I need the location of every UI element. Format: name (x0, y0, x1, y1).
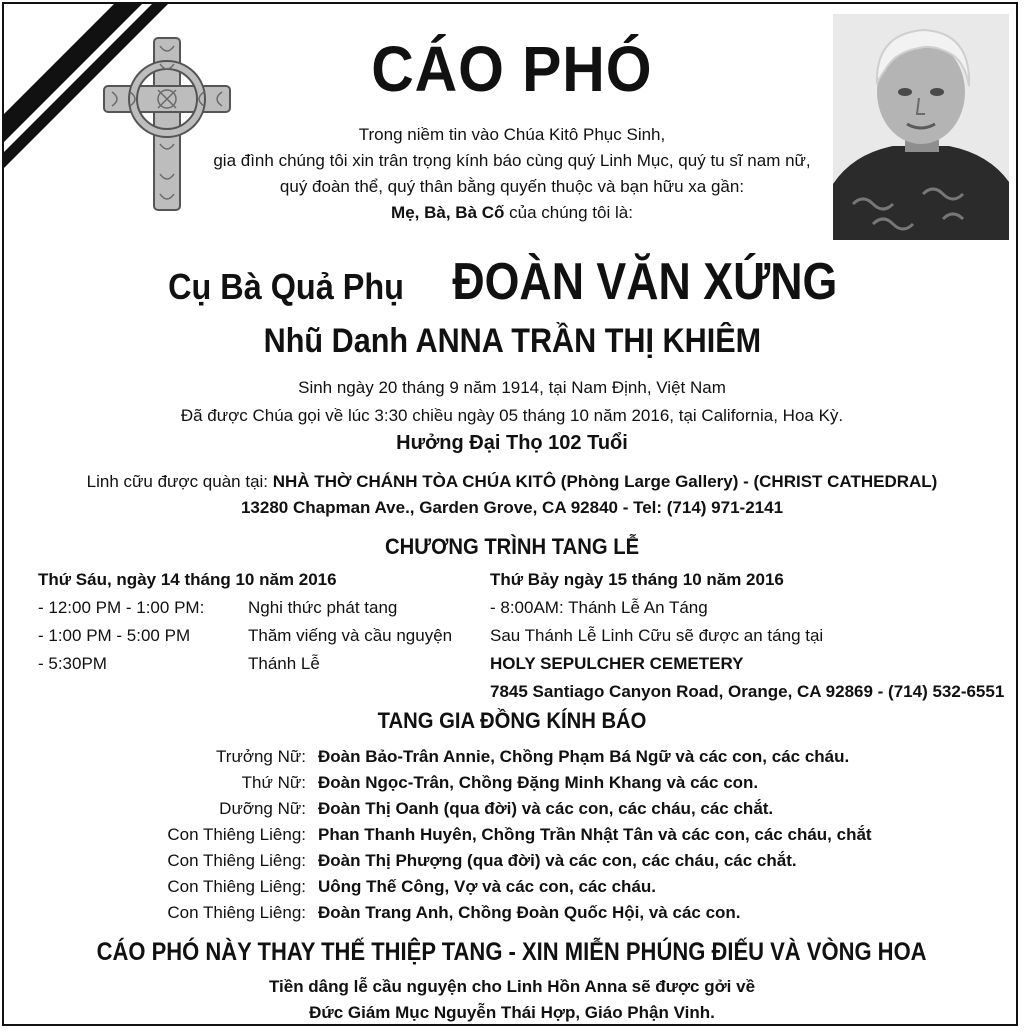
life-dates (4, 374, 1018, 430)
family-row: Trưởng Nữ: Đoàn Bảo-Trân Annie, Chồng Phạm Bá Ngữ và các con, các cháu. (216, 747, 850, 766)
maiden-name: Nhũ Danh ANNA TRẦN THỊ KHIÊM (263, 322, 761, 360)
viewing-info (4, 469, 1018, 521)
program-heading: CHƯƠNG TRÌNH TANG LỄ (384, 534, 640, 559)
viewing-address: 13280 Chapman Ave., Garden Grove, CA 92840 - Tel: (714) 971-2141 (240, 498, 784, 517)
obituary-notice (2, 2, 1018, 1026)
family-row: Con Thiêng Liêng: Phan Thanh Huyên, Chồng Trần Nhật Tân và các con, các cháu, chắt (167, 825, 872, 844)
viewing-label: Linh cữu được quàn tại: (86, 472, 273, 491)
family-row: Dưỡng Nữ: Đoàn Thị Oanh (qua đời) và các con, các cháu, các chắt. (219, 799, 774, 818)
intro-line-4-rest: của chúng tôi là: (504, 203, 633, 222)
viewing-place: NHÀ THỜ CHÁNH TÒA CHÚA KITÔ (Phòng Large Gallery) - (CHRIST CATHEDRAL) (272, 472, 938, 491)
intro-text (4, 122, 1018, 226)
cemetery-address: 7845 Santiago Canyon Road, Orange, CA 92869 - (714) 532-6551 (490, 682, 1005, 701)
death-line: Đã được Chúa gọi về lúc 3:30 chiều ngày 05 tháng 10 năm 2016, tại California, Hoa Kỳ. (180, 406, 844, 425)
age-line: Hưởng Đại Thọ 102 Tuổi (396, 432, 628, 454)
family-heading: TANG GIA ĐỒNG KÍNH BÁO (377, 708, 647, 733)
family-list (114, 744, 872, 926)
name-prefix: Cụ Bà Quả Phụ (168, 266, 404, 307)
page-title: CÁO PHÓ (371, 33, 653, 105)
closing-notice: CÁO PHÓ NÀY THAY THẾ THIỆP TANG - XIN MIỄN PHÚNG ĐIẾU VÀ VÒNG HOA (96, 938, 927, 966)
family-row: Con Thiêng Liêng: Đoàn Thị Phượng (qua đời) và các con, các cháu, các chắt. (167, 851, 797, 870)
intro-line-3: quý đoàn thể, quý thân bằng quyến thuộc và bạn hữu xa gần: (279, 177, 745, 196)
mass-line-2: Đức Giám Mục Nguyễn Thái Hợp, Giáo Phận Vinh. (309, 1003, 715, 1022)
deceased-name (4, 252, 1018, 312)
birth-line: Sinh ngày 20 tháng 9 năm 1914, tại Nam Định, Việt Nam (298, 378, 726, 397)
family-row: Con Thiêng Liêng: Đoàn Trang Anh, Chồng Đoàn Quốc Hội, và các con. (167, 903, 741, 922)
day-2-burial-note: Sau Thánh Lễ Linh Cữu sẽ được an táng tại (490, 626, 824, 645)
intro-line-2: gia đình chúng tôi xin trân trọng kính báo cùng quý Linh Mục, quý tu sĩ nam nữ, (213, 151, 811, 170)
program-day-2 (490, 566, 1004, 706)
viewing-place-line (4, 469, 1018, 495)
day-1-date: Thứ Sáu, ngày 14 tháng 10 năm 2016 (38, 570, 337, 589)
day-2-date: Thứ Bảy ngày 15 tháng 10 năm 2016 (490, 570, 784, 589)
family-row: Thứ Nữ: Đoàn Ngọc-Trân, Chồng Đặng Minh Khang và các con. (241, 773, 759, 792)
relation-label: Mẹ, Bà, Bà Cố (391, 203, 505, 222)
family-row: Con Thiêng Liêng: Uông Thế Công, Vợ và các con, các cháu. (167, 877, 656, 896)
day-2-mass: - 8:00AM: Thánh Lễ An Táng (490, 598, 708, 617)
mass-offering-note (4, 974, 1018, 1026)
intro-line-4 (4, 200, 1018, 226)
mass-line-1: Tiền dâng lễ cầu nguyện cho Linh Hồn Anna sẽ được gởi về (268, 977, 756, 996)
program-day-1 (38, 566, 452, 678)
name-main: ĐOÀN VĂN XỨNG (452, 253, 838, 311)
schedule-row: - 5:30PM Thánh Lễ (38, 654, 320, 673)
cemetery-name: HOLY SEPULCHER CEMETERY (490, 654, 744, 673)
intro-line-1: Trong niềm tin vào Chúa Kitô Phục Sinh, (358, 125, 666, 144)
schedule-row: - 1:00 PM - 5:00 PM Thăm viếng và cầu nguyện (38, 626, 453, 645)
schedule-row: - 12:00 PM - 1:00 PM: Nghi thức phát tang (38, 598, 398, 617)
